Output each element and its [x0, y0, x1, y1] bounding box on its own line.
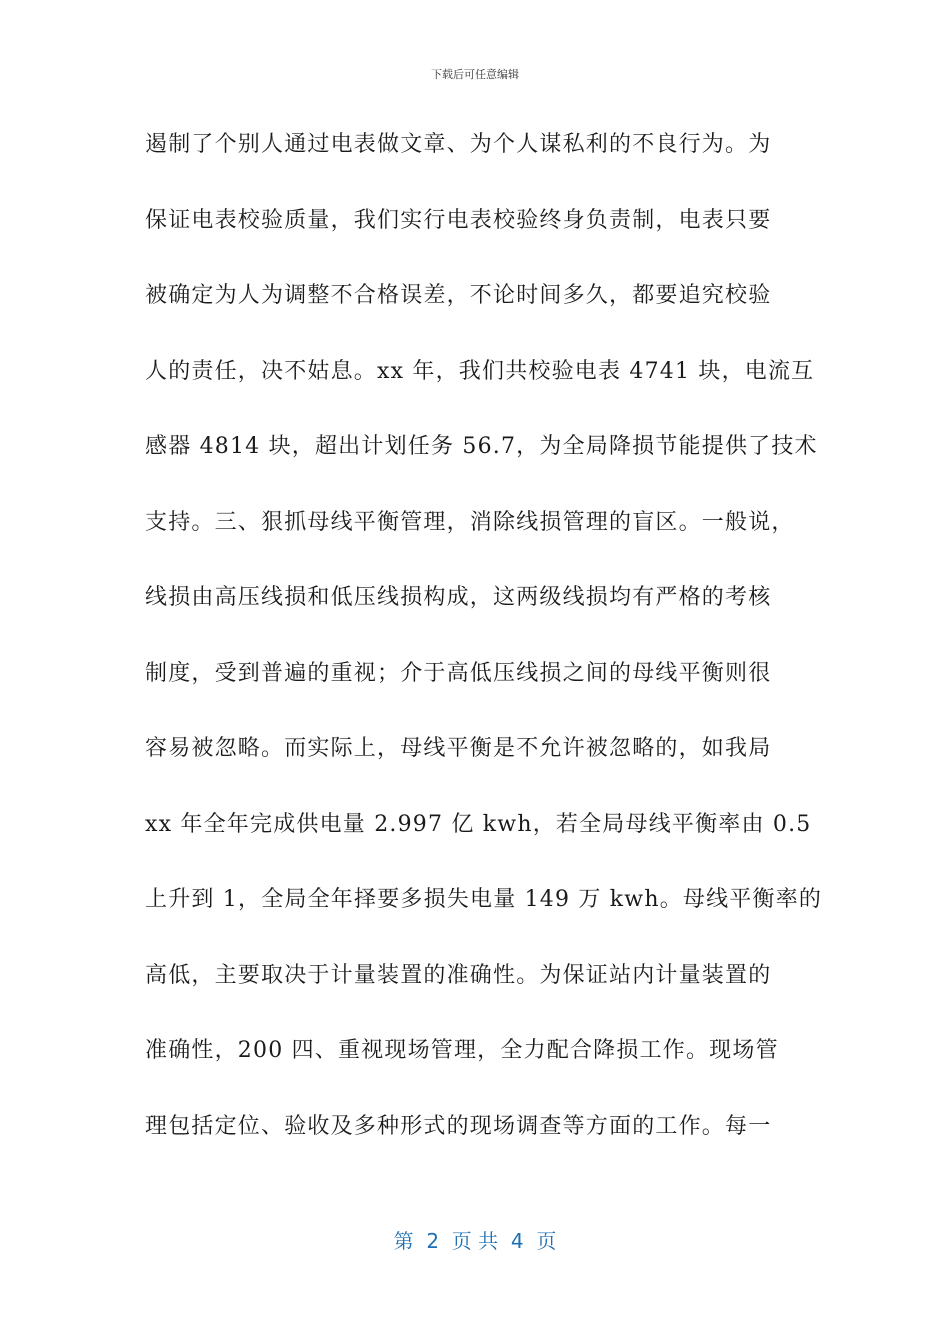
body-line: 高低，主要取决于计量装置的准确性。为保证站内计量装置的 [145, 962, 772, 988]
body-line: 容易被忽略。而实际上，母线平衡是不允许被忽略的，如我局 [145, 736, 772, 761]
body-line: 被确定为人为调整不合格误差，不论时间多久，都要追究校验 [145, 283, 772, 308]
body-line: 人的责任，决不姑息。xx 年，我们共校验电表 4741 块，电流互 [145, 358, 815, 384]
body-line: 理包括定位、验收及多种形式的现场调查等方面的工作。每一 [145, 1113, 772, 1139]
body-line: 准确性，200 四、重视现场管理，全力配合降损工作。现场管 [145, 1038, 779, 1063]
body-line: 线损由高压线损和低压线损构成，这两级线损均有严格的考核 [145, 585, 772, 610]
body-line: 保证电表校验质量，我们实行电表校验终身负责制，电表只要 [145, 207, 772, 233]
body-line: 制度，受到普遍的重视；介于高低压线损之间的母线平衡则很 [145, 660, 772, 686]
body-line: 遏制了个别人通过电表做文章、为个人谋私利的不良行为。为 [145, 132, 772, 157]
body-line: 上升到 1，全局全年择要多损失电量 149 万 kwh。母线平衡率的 [145, 887, 823, 912]
body-line: 支持。三、狠抓母线平衡管理，消除线损管理的盲区。一般说， [145, 509, 795, 535]
page-header-note: 下载后可任意编辑 [431, 68, 519, 81]
body-line: xx 年全年完成供电量 2.997 亿 kwh，若全局母线平衡率由 0.5 [145, 811, 812, 837]
document-body [145, 128, 823, 1185]
body-line: 感器 4814 块，超出计划任务 56.7，为全局降损节能提供了技术 [145, 434, 818, 459]
page-number-footer: 第 2 页 共 4 页 [393, 1229, 557, 1253]
